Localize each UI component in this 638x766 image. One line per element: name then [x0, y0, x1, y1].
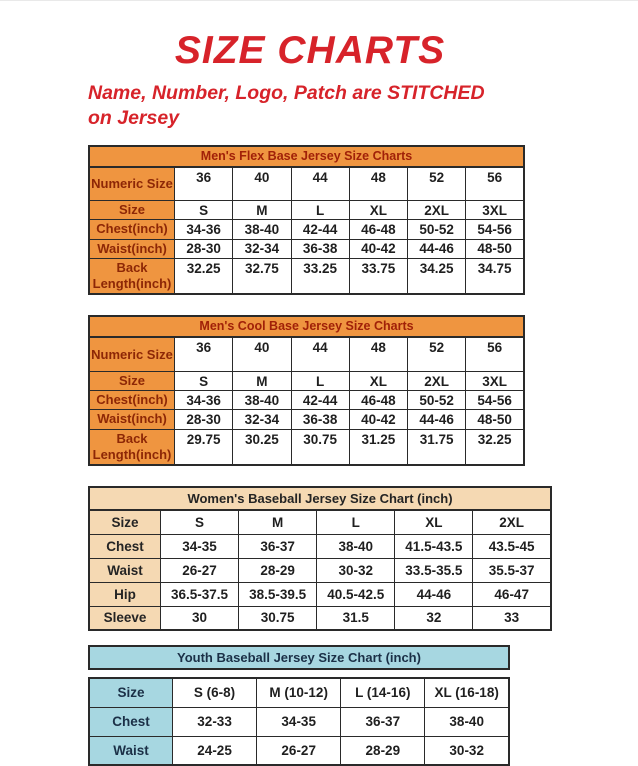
row-label-cell: Size: [89, 678, 173, 707]
data-cell: 36-37: [341, 707, 425, 736]
row-label-cell: Size: [89, 510, 161, 534]
table-row: [89, 167, 524, 201]
data-cell: 44: [291, 337, 349, 371]
row-label-cell: Chest(inch): [89, 391, 175, 410]
page-title: SIZE CHARTS: [174, 29, 446, 72]
data-cell: XL: [349, 371, 407, 390]
row-label-cell: Waist(inch): [89, 410, 175, 429]
row-label-cell: Back Length(inch): [89, 429, 175, 465]
data-cell: S: [161, 510, 239, 534]
data-cell: S (6-8): [173, 678, 257, 707]
data-cell: 32: [395, 606, 473, 630]
table-title-bar: Men's Cool Base Jersey Size Charts: [88, 315, 525, 338]
data-cell: 42-44: [291, 391, 349, 410]
table-row: [89, 371, 524, 390]
data-cell: 31.5: [317, 606, 395, 630]
row-label-cell: Waist: [89, 558, 161, 582]
subtitle-line-1: Name, Number, Logo, Patch are STITCHED: [88, 81, 485, 104]
data-cell: 46-48: [349, 391, 407, 410]
size-table: [88, 677, 510, 766]
table-row: [89, 707, 509, 736]
data-cell: 38-40: [233, 391, 291, 410]
data-cell: 36-38: [291, 410, 349, 429]
data-cell: 34-36: [175, 391, 233, 410]
data-cell: 40: [233, 337, 291, 371]
row-label-cell: Sleeve: [89, 606, 161, 630]
data-cell: 48-50: [466, 410, 524, 429]
row-label-cell: Numeric Size: [89, 167, 175, 201]
data-cell: 36: [175, 167, 233, 201]
table-row: [89, 239, 524, 258]
data-cell: 43.5-45: [473, 534, 551, 558]
size-chart-block-2: [88, 315, 638, 466]
data-cell: 50-52: [408, 220, 466, 239]
table-row: [89, 337, 524, 371]
data-cell: 28-29: [239, 558, 317, 582]
data-cell: 2XL: [408, 371, 466, 390]
page-subtitle: [88, 81, 638, 132]
table-title-bar: Youth Baseball Jersey Size Chart (inch): [88, 645, 510, 670]
data-cell: 41.5-43.5: [395, 534, 473, 558]
data-cell: 38-40: [425, 707, 509, 736]
table-row: [89, 220, 524, 239]
data-cell: 30-32: [317, 558, 395, 582]
data-cell: 28-30: [175, 239, 233, 258]
data-cell: 34-36: [175, 220, 233, 239]
size-tables-container: [88, 145, 638, 766]
data-cell: 40.5-42.5: [317, 582, 395, 606]
row-label-cell: Chest: [89, 707, 173, 736]
data-cell: 24-25: [173, 736, 257, 765]
data-cell: 34-35: [161, 534, 239, 558]
data-cell: M: [233, 371, 291, 390]
data-cell: 33.25: [291, 258, 349, 294]
data-cell: L: [291, 201, 349, 220]
table-row: [89, 391, 524, 410]
data-cell: 2XL: [408, 201, 466, 220]
data-cell: 54-56: [466, 391, 524, 410]
data-cell: 30.75: [291, 429, 349, 465]
data-cell: 32.25: [175, 258, 233, 294]
data-cell: 44-46: [395, 582, 473, 606]
data-cell: 34.75: [466, 258, 524, 294]
data-cell: 56: [466, 167, 524, 201]
data-cell: 38-40: [233, 220, 291, 239]
data-cell: 2XL: [473, 510, 551, 534]
data-cell: 52: [408, 167, 466, 201]
data-cell: 38.5-39.5: [239, 582, 317, 606]
size-chart-block-1: [88, 145, 638, 296]
size-table: [88, 166, 525, 296]
table-row: [89, 534, 551, 558]
size-table: [88, 509, 552, 631]
data-cell: 46-47: [473, 582, 551, 606]
data-cell: 26-27: [161, 558, 239, 582]
row-label-cell: Size: [89, 371, 175, 390]
data-cell: 44: [291, 167, 349, 201]
data-cell: 35.5-37: [473, 558, 551, 582]
table-row: [89, 258, 524, 294]
data-cell: 42-44: [291, 220, 349, 239]
data-cell: 32-34: [233, 239, 291, 258]
data-cell: 38-40: [317, 534, 395, 558]
row-label-cell: Waist(inch): [89, 239, 175, 258]
data-cell: 33: [473, 606, 551, 630]
table-row: [89, 558, 551, 582]
data-cell: L: [291, 371, 349, 390]
table-row: [89, 678, 509, 707]
data-cell: 32-34: [233, 410, 291, 429]
size-chart-block-4: [88, 645, 638, 766]
data-cell: 3XL: [466, 201, 524, 220]
data-cell: S: [175, 371, 233, 390]
data-cell: 48-50: [466, 239, 524, 258]
data-cell: 52: [408, 337, 466, 371]
table-row: [89, 606, 551, 630]
table-row: [89, 510, 551, 534]
data-cell: 50-52: [408, 391, 466, 410]
data-cell: 44-46: [408, 410, 466, 429]
table-title-bar: Women's Baseball Jersey Size Chart (inch): [88, 486, 552, 511]
data-cell: 32.25: [466, 429, 524, 465]
table-row: [89, 201, 524, 220]
data-cell: 40-42: [349, 410, 407, 429]
data-cell: 48: [349, 337, 407, 371]
data-cell: 34.25: [408, 258, 466, 294]
table-title-bar: Men's Flex Base Jersey Size Charts: [88, 145, 525, 168]
data-cell: 33.5-35.5: [395, 558, 473, 582]
data-cell: 40: [233, 167, 291, 201]
row-label-cell: Chest(inch): [89, 220, 175, 239]
data-cell: 36: [175, 337, 233, 371]
row-label-cell: Size: [89, 201, 175, 220]
data-cell: 28-30: [175, 410, 233, 429]
data-cell: XL (16-18): [425, 678, 509, 707]
data-cell: 36-38: [291, 239, 349, 258]
data-cell: XL: [395, 510, 473, 534]
data-cell: 32-33: [173, 707, 257, 736]
data-cell: 46-48: [349, 220, 407, 239]
data-cell: 30-32: [425, 736, 509, 765]
data-cell: 54-56: [466, 220, 524, 239]
data-cell: 33.75: [349, 258, 407, 294]
data-cell: M: [233, 201, 291, 220]
data-cell: 30.75: [239, 606, 317, 630]
size-chart-block-3: [88, 486, 638, 631]
data-cell: 44-46: [408, 239, 466, 258]
data-cell: M (10-12): [257, 678, 341, 707]
data-cell: 31.25: [349, 429, 407, 465]
data-cell: 48: [349, 167, 407, 201]
table-row: [89, 736, 509, 765]
data-cell: 28-29: [341, 736, 425, 765]
row-label-cell: Chest: [89, 534, 161, 558]
data-cell: 3XL: [466, 371, 524, 390]
row-label-cell: Hip: [89, 582, 161, 606]
size-table: [88, 336, 525, 466]
data-cell: 36.5-37.5: [161, 582, 239, 606]
data-cell: M: [239, 510, 317, 534]
data-cell: S: [175, 201, 233, 220]
data-cell: 30.25: [233, 429, 291, 465]
table-row: [89, 582, 551, 606]
data-cell: 31.75: [408, 429, 466, 465]
data-cell: 36-37: [239, 534, 317, 558]
data-cell: 29.75: [175, 429, 233, 465]
table-row: [89, 410, 524, 429]
data-cell: L: [317, 510, 395, 534]
data-cell: 56: [466, 337, 524, 371]
row-label-cell: Numeric Size: [89, 337, 175, 371]
data-cell: XL: [349, 201, 407, 220]
data-cell: 30: [161, 606, 239, 630]
data-cell: 26-27: [257, 736, 341, 765]
subtitle-line-2: on Jersey: [88, 107, 180, 130]
row-label-cell: Waist: [89, 736, 173, 765]
data-cell: 40-42: [349, 239, 407, 258]
data-cell: 34-35: [257, 707, 341, 736]
data-cell: L (14-16): [341, 678, 425, 707]
table-row: [89, 429, 524, 465]
row-label-cell: Back Length(inch): [89, 258, 175, 294]
data-cell: 32.75: [233, 258, 291, 294]
